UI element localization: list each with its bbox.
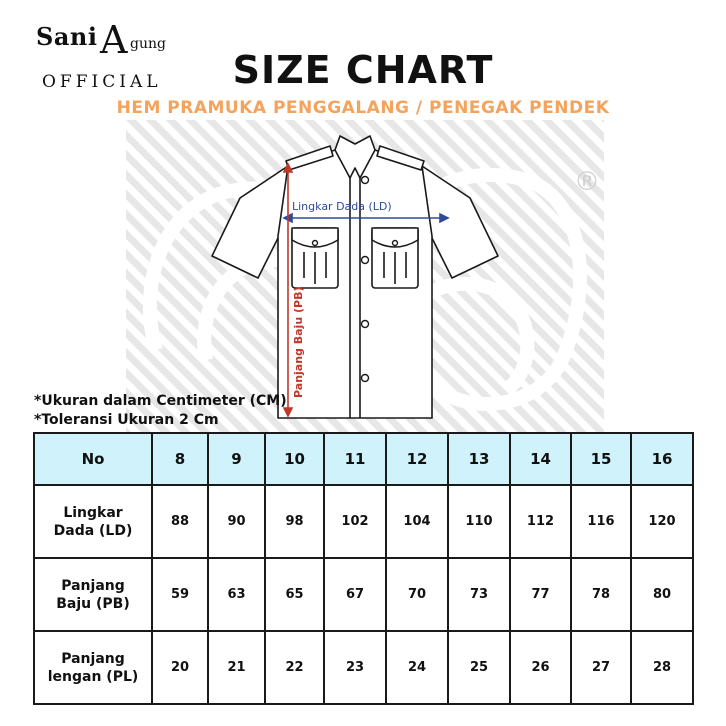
table-cell: 98 [265, 485, 324, 558]
left-sleeve [212, 166, 288, 278]
header-no: No [34, 433, 152, 485]
logo-top-text: Sani [36, 22, 98, 51]
right-sleeve [422, 166, 498, 278]
row-label: Panjang Baju (PB) [34, 558, 152, 631]
logo-small-text: gung [130, 36, 166, 52]
table-row [34, 485, 693, 558]
table-cell: 28 [631, 631, 693, 704]
size-notes [34, 392, 287, 430]
chest-label: Lingkar Dada (LD) [292, 200, 392, 213]
table-row [34, 558, 693, 631]
table-cell: 112 [510, 485, 571, 558]
table-cell: 59 [152, 558, 208, 631]
header-size: 15 [571, 433, 631, 485]
pocket-button [313, 241, 318, 246]
shirt-button [362, 177, 369, 184]
header-size: 13 [448, 433, 510, 485]
table-cell: 70 [386, 558, 448, 631]
row-label: Lingkar Dada (LD) [34, 485, 152, 558]
shirt-button [362, 257, 369, 264]
header-size: 16 [631, 433, 693, 485]
page-title: SIZE CHART [232, 48, 494, 92]
table-cell: 73 [448, 558, 510, 631]
header-size: 11 [324, 433, 386, 485]
table-cell: 25 [448, 631, 510, 704]
size-table [33, 432, 694, 705]
shirt-button [362, 375, 369, 382]
table-cell: 78 [571, 558, 631, 631]
registered-mark: ® [574, 167, 600, 197]
header-size: 12 [386, 433, 448, 485]
table-cell: 104 [386, 485, 448, 558]
table-cell: 80 [631, 558, 693, 631]
page-subtitle: HEM PRAMUKA PENGGALANG / PENEGAK PENDEK [116, 98, 610, 118]
note-tolerance: *Toleransi Ukuran 2 Cm [34, 412, 219, 428]
header-size: 10 [265, 433, 324, 485]
table-cell: 21 [208, 631, 265, 704]
header-size: 14 [510, 433, 571, 485]
note-unit: *Ukuran dalam Centimeter (CM) [34, 393, 287, 409]
logo-big-letter: A [100, 18, 128, 62]
table-cell: 88 [152, 485, 208, 558]
table-cell: 120 [631, 485, 693, 558]
table-cell: 27 [571, 631, 631, 704]
table-cell: 22 [265, 631, 324, 704]
table-cell: 77 [510, 558, 571, 631]
table-cell: 116 [571, 485, 631, 558]
logo-bottom-text: OFFICIAL [42, 72, 162, 92]
pocket-button [393, 241, 398, 246]
table-header-row [34, 433, 693, 485]
table-cell: 102 [324, 485, 386, 558]
table-cell: 26 [510, 631, 571, 704]
length-label: Panjang Baju (PB) [292, 286, 305, 398]
header-size: 9 [208, 433, 265, 485]
table-cell: 90 [208, 485, 265, 558]
table-cell: 24 [386, 631, 448, 704]
shirt-button [362, 321, 369, 328]
table-cell: 23 [324, 631, 386, 704]
shirt-diagram [200, 128, 510, 428]
table-row [34, 631, 693, 704]
table-cell: 67 [324, 558, 386, 631]
header-size: 8 [152, 433, 208, 485]
table-cell: 20 [152, 631, 208, 704]
table-cell: 63 [208, 558, 265, 631]
table-cell: 110 [448, 485, 510, 558]
row-label: Panjang lengan (PL) [34, 631, 152, 704]
table-cell: 65 [265, 558, 324, 631]
